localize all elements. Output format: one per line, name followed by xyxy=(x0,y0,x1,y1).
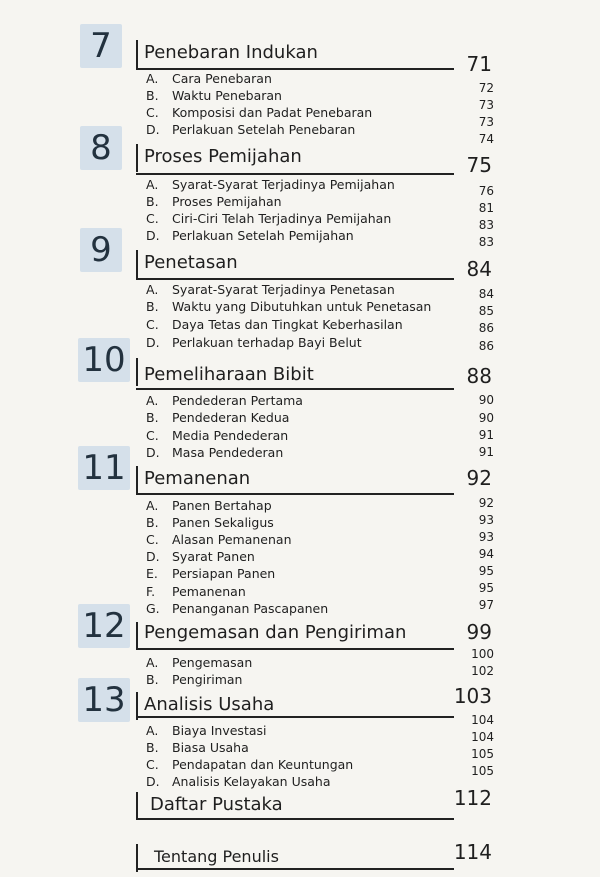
chapter-number: 13 xyxy=(78,678,130,722)
heading-rule xyxy=(136,868,454,870)
toc-item[interactable]: B. Pendederan Kedua xyxy=(146,410,290,425)
toc-item[interactable]: D. Syarat Panen xyxy=(146,549,255,564)
toc-item-page: 76 xyxy=(478,184,494,198)
toc-item-page: 95 xyxy=(478,581,494,595)
heading-bar xyxy=(136,622,138,650)
toc-item[interactable]: E. Persiapan Panen xyxy=(146,566,276,581)
chapter-title[interactable]: Analisis Usaha xyxy=(144,694,275,715)
toc-item-page: 81 xyxy=(478,201,494,215)
toc-item-page: 104 xyxy=(471,713,494,727)
toc-item[interactable]: C. Alasan Pemanenan xyxy=(146,532,292,547)
section-page: 114 xyxy=(453,840,492,864)
toc-item-page: 104 xyxy=(471,730,494,744)
chapter-title[interactable]: Pengemasan dan Pengiriman xyxy=(144,622,407,643)
toc-item-page: 83 xyxy=(478,235,494,249)
chapter-title[interactable]: Penebaran Indukan xyxy=(144,42,318,63)
toc-item[interactable]: D. Masa Pendederan xyxy=(146,445,284,460)
heading-rule xyxy=(136,493,454,495)
heading-rule xyxy=(136,173,454,175)
toc-item-page: 90 xyxy=(478,411,494,425)
toc-item-page: 92 xyxy=(478,496,494,510)
toc-item[interactable]: A. Pengemasan xyxy=(146,655,253,670)
toc-item-page: 73 xyxy=(478,98,494,112)
section-page: 112 xyxy=(453,786,492,810)
heading-bar xyxy=(136,144,138,172)
heading-bar xyxy=(136,358,138,386)
toc-item-page: 90 xyxy=(478,393,494,407)
toc-item-page: 95 xyxy=(478,564,494,578)
toc-item[interactable]: A. Pendederan Pertama xyxy=(146,393,303,408)
toc-item-page: 105 xyxy=(471,764,494,778)
chapter-title[interactable]: Proses Pemijahan xyxy=(144,146,302,167)
toc-item[interactable]: C. Komposisi dan Padat Penebaran xyxy=(146,105,373,120)
toc-item-page: 102 xyxy=(471,664,494,678)
toc-item[interactable]: A. Panen Bertahap xyxy=(146,498,272,513)
heading-rule xyxy=(136,648,454,650)
heading-rule xyxy=(136,388,454,390)
toc-item-page: 100 xyxy=(471,647,494,661)
chapter-page: 84 xyxy=(466,257,492,281)
section-title[interactable]: Daftar Pustaka xyxy=(150,794,283,815)
toc-item[interactable]: B. Biasa Usaha xyxy=(146,740,249,755)
chapter-page: 99 xyxy=(466,620,492,644)
toc-item-page: 93 xyxy=(478,513,494,527)
heading-rule xyxy=(136,278,454,280)
toc-item[interactable]: D. Analisis Kelayakan Usaha xyxy=(146,774,331,789)
heading-bar xyxy=(136,792,138,820)
toc-item-page: 84 xyxy=(478,287,494,301)
heading-bar xyxy=(136,466,138,494)
toc-item-page: 86 xyxy=(478,339,494,353)
heading-rule xyxy=(136,716,454,718)
toc-item[interactable]: D. Perlakuan terhadap Bayi Belut xyxy=(146,335,362,350)
chapter-number: 12 xyxy=(78,604,130,648)
toc-item-page: 94 xyxy=(478,547,494,561)
toc-item[interactable]: G. Penanganan Pascapanen xyxy=(146,601,329,616)
chapter-number: 8 xyxy=(80,126,122,170)
chapter-number: 7 xyxy=(80,24,122,68)
chapter-number: 10 xyxy=(78,338,130,382)
heading-rule xyxy=(136,818,454,820)
chapter-page: 75 xyxy=(466,153,492,177)
toc-item-page: 83 xyxy=(478,218,494,232)
chapter-page: 71 xyxy=(466,52,492,76)
heading-bar xyxy=(136,40,138,68)
toc-item[interactable]: B. Pengiriman xyxy=(146,672,243,687)
toc-item-page: 72 xyxy=(478,81,494,95)
section-title[interactable]: Tentang Penulis xyxy=(154,847,279,866)
toc-item-page: 91 xyxy=(478,445,494,459)
toc-item[interactable]: B. Panen Sekaligus xyxy=(146,515,274,530)
toc-item[interactable]: C. Media Pendederan xyxy=(146,428,289,443)
toc-item[interactable]: B. Waktu yang Dibutuhkan untuk Penetasan xyxy=(146,299,432,314)
toc-item[interactable]: C. Daya Tetas dan Tingkat Keberhasilan xyxy=(146,317,403,332)
chapter-title[interactable]: Pemanenan xyxy=(144,468,251,489)
toc-item[interactable]: B. Proses Pemijahan xyxy=(146,194,282,209)
heading-rule xyxy=(136,68,454,70)
chapter-page: 88 xyxy=(466,364,492,388)
toc-item[interactable]: D. Perlakuan Setelah Penebaran xyxy=(146,122,356,137)
toc-item[interactable]: A. Syarat-Syarat Terjadinya Penetasan xyxy=(146,282,395,297)
toc-item-page: 93 xyxy=(478,530,494,544)
toc-item-page: 91 xyxy=(478,428,494,442)
chapter-number: 11 xyxy=(78,446,130,490)
toc-item[interactable]: C. Pendapatan dan Keuntungan xyxy=(146,757,354,772)
toc-item-page: 73 xyxy=(478,115,494,129)
heading-bar xyxy=(136,250,138,278)
toc-item-page: 85 xyxy=(478,304,494,318)
toc-item-page: 86 xyxy=(478,321,494,335)
toc-item[interactable]: D. Perlakuan Setelah Pemijahan xyxy=(146,228,354,243)
toc-item[interactable]: C. Ciri-Ciri Telah Terjadinya Pemijahan xyxy=(146,211,392,226)
toc-item-page: 105 xyxy=(471,747,494,761)
toc-item[interactable]: B. Waktu Penebaran xyxy=(146,88,282,103)
toc-item[interactable]: A. Biaya Investasi xyxy=(146,723,267,738)
chapter-title[interactable]: Pemeliharaan Bibit xyxy=(144,364,314,385)
toc-item[interactable]: A. Cara Penebaran xyxy=(146,71,272,86)
toc-item[interactable]: F. Pemanenan xyxy=(146,584,246,599)
chapter-page: 92 xyxy=(466,466,492,490)
chapter-title[interactable]: Penetasan xyxy=(144,252,238,273)
toc-item[interactable]: A. Syarat-Syarat Terjadinya Pemijahan xyxy=(146,177,395,192)
chapter-number: 9 xyxy=(80,228,122,272)
toc-item-page: 74 xyxy=(478,132,494,146)
toc-item-page: 97 xyxy=(478,598,494,612)
chapter-page: 103 xyxy=(453,684,492,708)
